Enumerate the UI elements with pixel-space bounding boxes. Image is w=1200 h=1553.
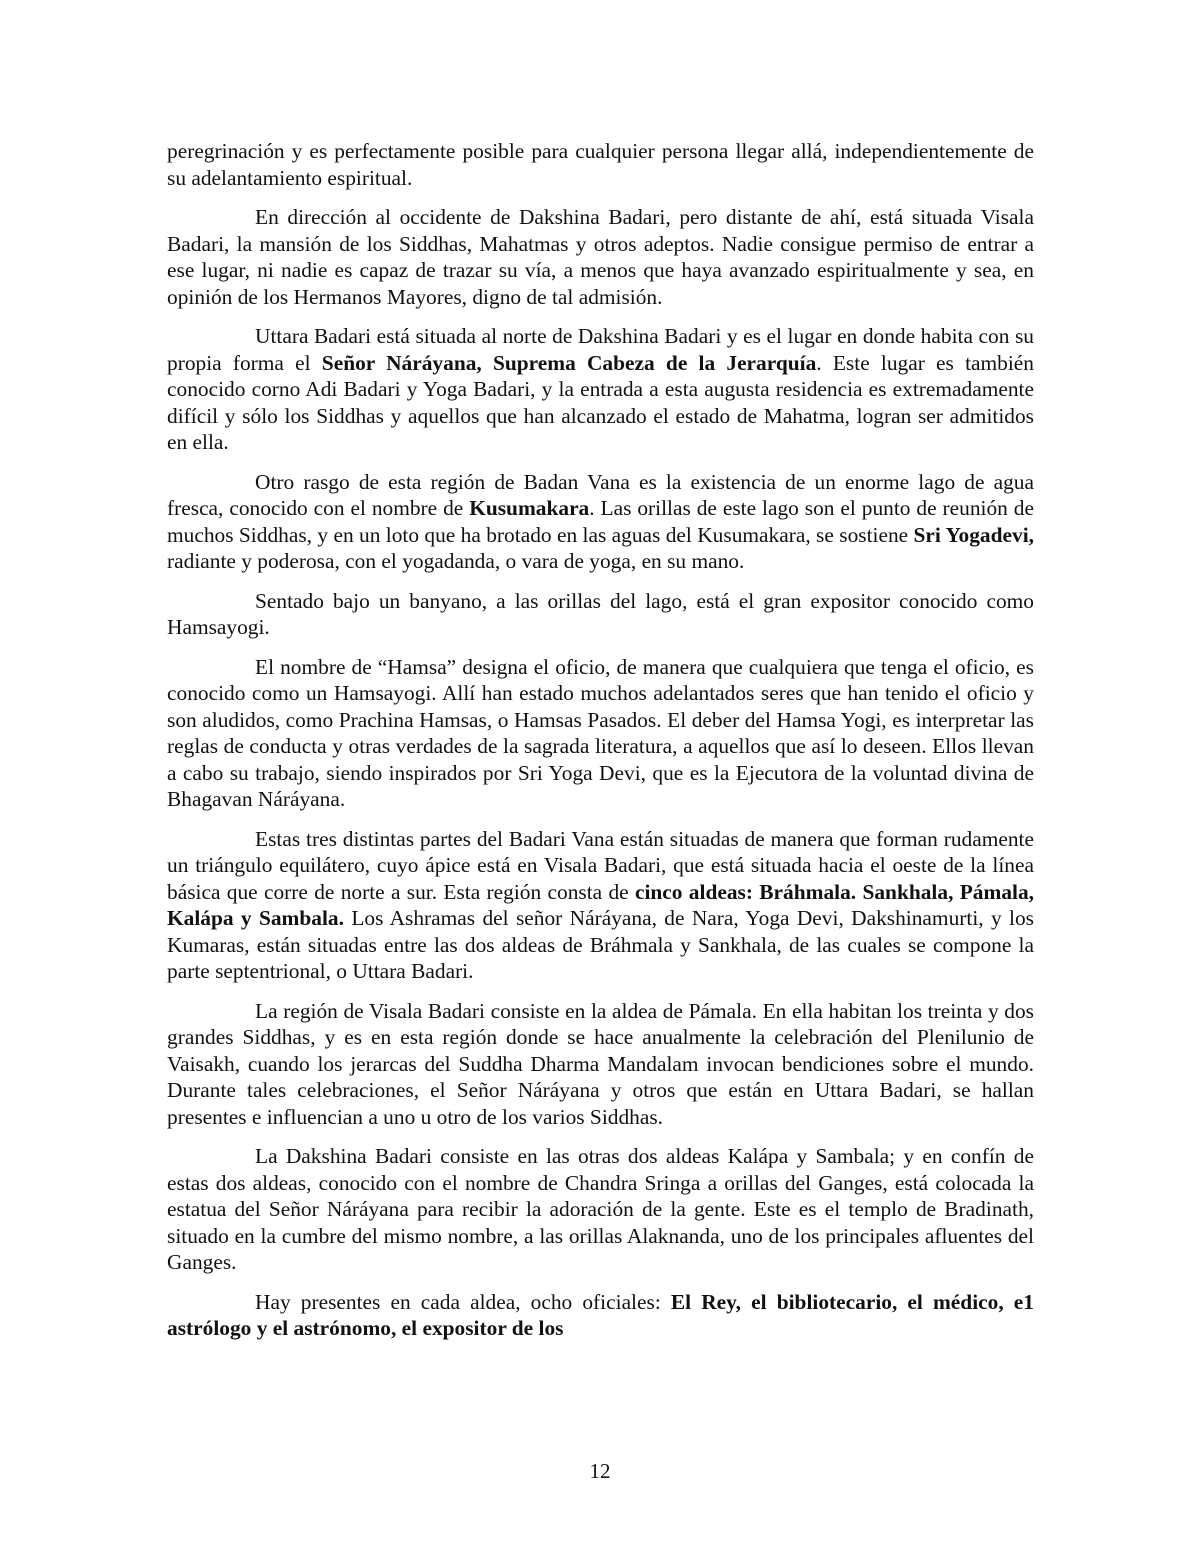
bold-text-run: cinco aldeas: Bráhmala. Sankhala, Pámala, Kalápa y Sambala.	[167, 879, 1034, 930]
bold-text-run: El Rey, el bibliotecario, el médico, e1 astrólogo y el astrónomo, el expositor de los	[167, 1289, 1034, 1340]
bold-text-run: Señor Náráyana, Suprema Cabeza de la Jerarquía	[321, 350, 817, 375]
text-run: La región de Visala Badari consiste en la aldea de Pámala. En ella habitan los treinta y dos grandes Siddhas, y es en esta región donde se hace anualmente la celebración del Plenilunio de Vaisakh, cuando los jerarcas del Suddha Dharma Mandalam invocan bendiciones sobre el mundo. Durante tales celebraciones, el Señor Náráyana y otros que están en Uttara Badari, se hallan presentes e influencian a uno u otro de los varios Siddhas.	[167, 998, 1034, 1129]
text-run: En dirección al occidente de Dakshina Badari, pero distante de ahí, está situada Visala Badari, la mansión de los Siddhas, Mahatmas y otros adeptos. Nadie consigue permiso de entrar a ese lugar, ni nadie es capaz de trazar su vía, a menos que haya avanzado espiritualmente y sea, en opinión de los Hermanos Mayores, digno de tal admisión.	[167, 205, 1034, 309]
text-run: Sentado bajo un banyano, a las orillas del lago, está el gran expositor conocido como Hamsayogi.	[167, 588, 1034, 639]
text-run: radiante y poderosa, con el yogadanda, o vara de yoga, en su mano.	[167, 549, 745, 573]
paragraph	[167, 138, 1034, 191]
paragraph	[167, 654, 1034, 813]
page-number: 12	[589, 1459, 611, 1483]
paragraph	[167, 826, 1034, 985]
text-run: . Las orillas de este lago son el punto de reunión de muchos Siddhas, y en un loto que ha brotado en las aguas del Kusumakara, se sostiene	[167, 496, 1034, 547]
text-run: . Este lugar es también conocido corno Adi Badari y Yoga Badari, y la entrada a esta augusta residencia es extremadamente difícil y sólo los Siddhas y aquellos que han alcanzado el estado de Mahatma, logran ser admitidos en ella.	[167, 350, 1034, 454]
bold-text-run: Kusumakara	[469, 496, 590, 520]
paragraph	[167, 588, 1034, 641]
text-run: Estas tres distintas partes del Badari Vana están situadas de manera que forman rudamente un triángulo equilátero, cuyo ápice está en Visala Badari, que está situada hacia el oeste de la línea básica que corre de norte a sur. Esta región consta de	[167, 826, 1034, 904]
text-run: El nombre de “Hamsa” designa el oficio, de manera que cualquiera que tenga el oficio, es conocido como un Hamsayogi. Allí han estado muchos adelantados seres que han tenido el oficio y son aludidos, como Prachina Hamsas, o Hamsas Pasados. El deber del Hamsa Yogi, es interpretar las reglas de conducta y otras verdades de la sagrada literatura, a aquellos que así lo deseen. Ellos llevan a cabo su trabajo, siendo inspirados por Sri Yoga Devi, que es la Ejecutora de la voluntad divina de Bhagavan Náráyana.	[167, 654, 1034, 811]
paragraph	[167, 998, 1034, 1131]
bold-text-run: Sri Yogadevi,	[913, 522, 1034, 547]
text-run: La Dakshina Badari consiste en las otras dos aldeas Kalápa y Sambala; y en confín de estas dos aldeas, conocido con el nombre de Chandra Sringa a orillas del Ganges, está colocada la estatua del Señor Náráyana para recibir la adoración de la gente. Este es el templo de Bradinath, situado en la cumbre del mismo nombre, a las orillas Alaknanda, uno de los principales afluentes del Ganges.	[167, 1144, 1034, 1274]
paragraph	[167, 469, 1034, 575]
text-run: Otro rasgo de esta región de Badan Vana es la existencia de un enorme lago de agua fresca, conocido con el nombre de	[167, 469, 1034, 520]
paragraph	[167, 323, 1034, 456]
text-run: peregrinación y es perfectamente posible para cualquier persona llegar allá, independientemente de su adelantamiento espiritual.	[167, 139, 1034, 190]
paragraph	[167, 1143, 1034, 1276]
text-run: Uttara Badari está situada al norte de Dakshina Badari y es el lugar en donde habita con su propia forma el	[167, 324, 1034, 375]
text-run: Los Ashramas del señor Náráyana, de Nara, Yoga Devi, Dakshinamurti, y los Kumaras, están situadas entre las dos aldeas de Bráhmala y Sankhala, de las cuales se compone la parte septentrional, o Uttara Badari.	[167, 906, 1034, 983]
document-page	[167, 138, 1034, 1355]
paragraph	[167, 1289, 1034, 1342]
text-run: Hay presentes en cada aldea, ocho oficiales:	[255, 1289, 671, 1314]
paragraph	[167, 204, 1034, 310]
